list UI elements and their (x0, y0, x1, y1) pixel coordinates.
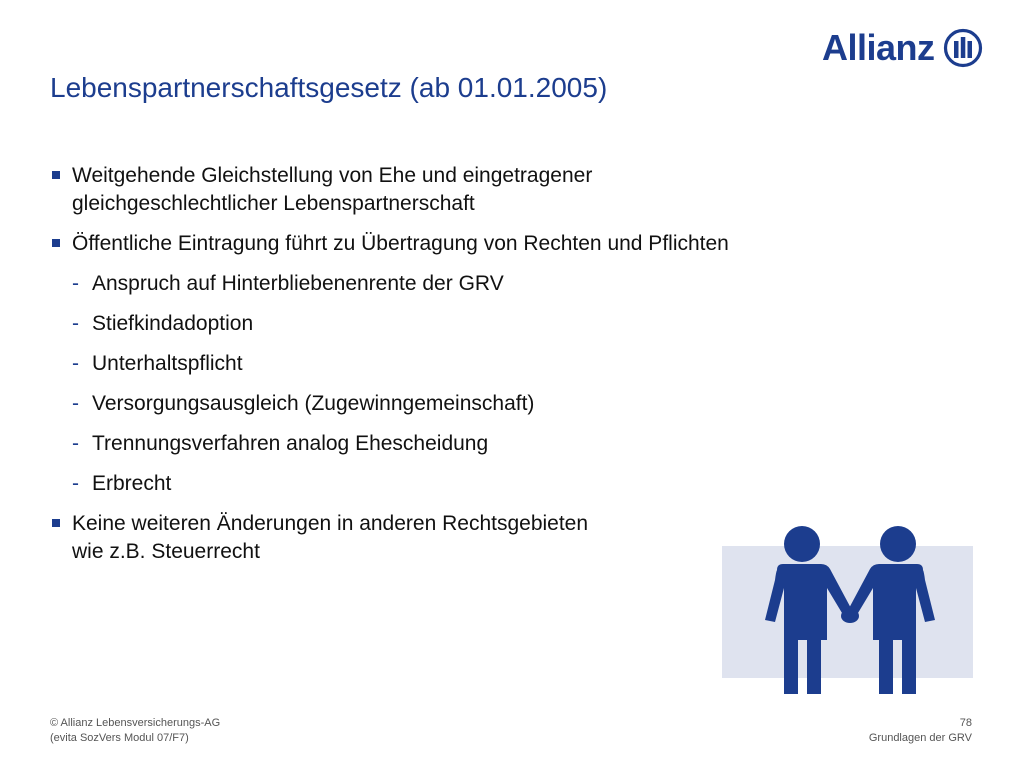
square-bullet-icon (52, 519, 60, 527)
two-people-holding-hands-icon (755, 522, 945, 700)
sub-list-item (50, 270, 890, 298)
list-item-text-continued: gleichgeschlechtlicher Lebenspartnerschaft (72, 192, 475, 215)
sub-list-item (50, 310, 890, 338)
footer-section: Grundlagen der GRV (868, 732, 972, 744)
sub-list-item-text: Stiefkindadoption (92, 312, 254, 335)
sub-list-item-text: Trennungsverfahren analog Ehescheidung (92, 432, 489, 455)
logo-wordmark: Allianz (822, 27, 935, 68)
dash-marker: - (72, 312, 79, 335)
sub-list-item-text: Anspruch auf Hinterbliebenenrente der GRV (92, 272, 504, 295)
list-item (50, 162, 890, 218)
slide-title: Lebenspartnerschaftsgesetz (ab 01.01.2005) (50, 72, 608, 103)
square-bullet-icon (52, 171, 60, 179)
list-item-text: Öffentliche Eintragung führt zu Übertragung von Rechten und Pflichten (72, 232, 729, 255)
list-item-text: Weitgehende Gleichstellung von Ehe und eingetragener (72, 164, 593, 187)
sub-list-item (50, 390, 890, 418)
page-number: 78 (959, 717, 972, 729)
footer-copyright: © Allianz Lebensversicherungs-AG (50, 717, 221, 729)
sub-list-item (50, 350, 890, 378)
sub-list-item (50, 470, 890, 498)
sub-list-item-text: Unterhaltspflicht (92, 352, 243, 375)
bullet-list (50, 162, 890, 578)
footer-module: (evita SozVers Modul 07/F7) (50, 732, 189, 744)
list-item-text-continued: wie z.B. Steuerrecht (72, 540, 260, 563)
sub-list-item-text: Versorgungsausgleich (Zugewinngemeinschaft) (92, 392, 535, 415)
list-item (50, 230, 890, 258)
dash-marker: - (72, 352, 79, 375)
list-item-text: Keine weiteren Änderungen in anderen Rechtsgebieten (72, 512, 589, 535)
allianz-logo (822, 28, 983, 68)
dash-marker: - (72, 392, 79, 415)
footer-left (50, 716, 220, 746)
dash-marker: - (72, 472, 79, 495)
footer-right (869, 716, 972, 746)
sub-list-item-text: Erbrecht (92, 472, 172, 495)
sub-list-item (50, 430, 890, 458)
allianz-eagle-icon (943, 28, 983, 68)
square-bullet-icon (52, 239, 60, 247)
dash-marker: - (72, 272, 79, 295)
dash-marker: - (72, 432, 79, 455)
